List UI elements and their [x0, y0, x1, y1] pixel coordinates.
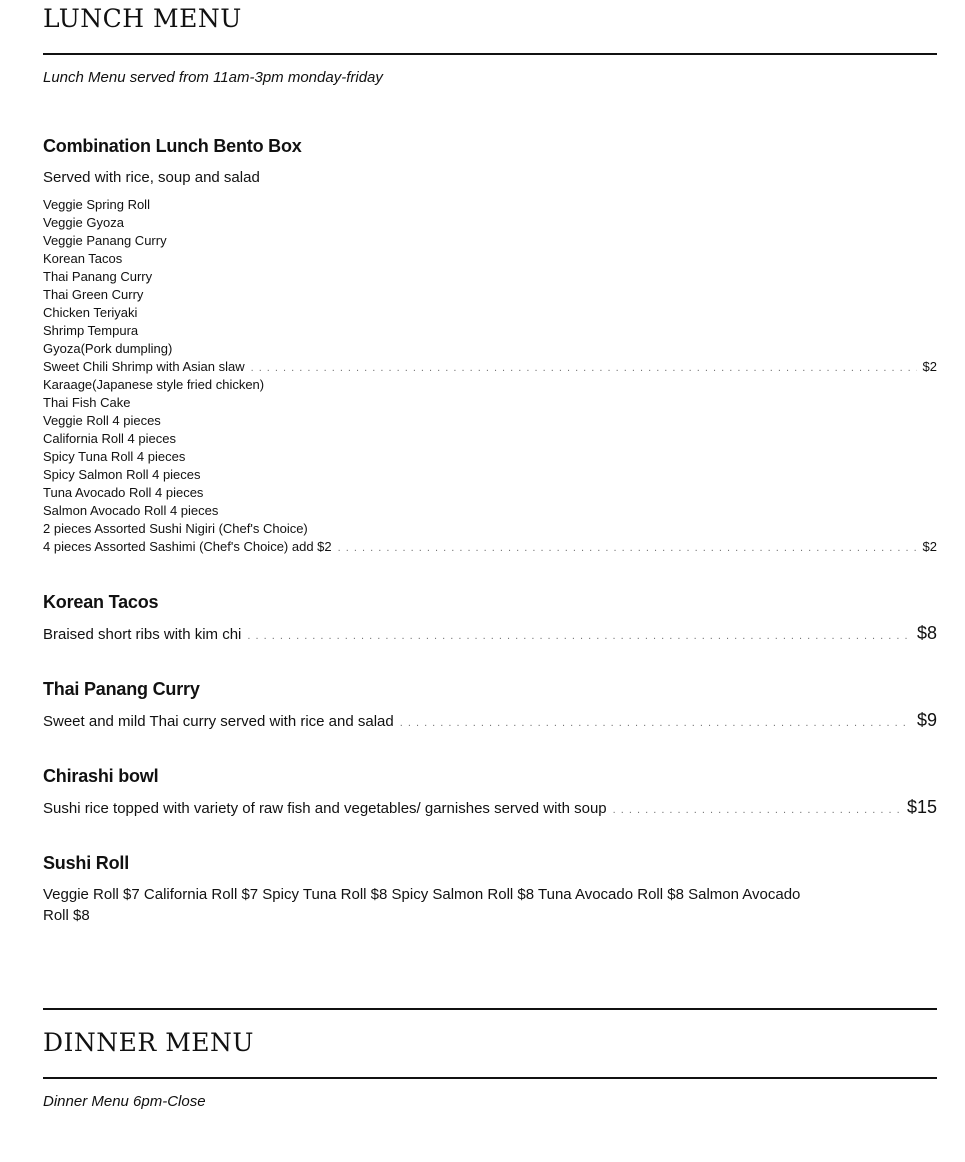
thai-panang-row	[43, 710, 937, 733]
bento-item	[43, 286, 937, 304]
dot-leader	[400, 713, 911, 733]
bento-item	[43, 232, 937, 250]
bento-item-price: $2	[922, 539, 937, 554]
bento-item-name: Tuna Avocado Roll 4 pieces	[43, 485, 204, 500]
bento-item	[43, 448, 937, 466]
bento-item	[43, 340, 937, 358]
bento-item	[43, 214, 937, 232]
bento-item	[43, 538, 937, 556]
bento-item	[43, 250, 937, 268]
lunch-hours-note: Lunch Menu served from 11am-3pm monday-friday	[43, 69, 383, 86]
bento-item-name: Spicy Salmon Roll 4 pieces	[43, 467, 201, 482]
bento-item	[43, 394, 937, 412]
dot-leader	[247, 626, 911, 646]
korean-tacos-price: $8	[916, 623, 937, 643]
bento-item-name: Sweet Chili Shrimp with Asian slaw	[43, 359, 245, 374]
bento-title: Combination Lunch Bento Box	[43, 136, 302, 156]
chirashi-price: $15	[906, 797, 937, 817]
bento-item-name: 2 pieces Assorted Sushi Nigiri (Chef's Choice)	[43, 521, 308, 536]
bento-item-name: California Roll 4 pieces	[43, 431, 176, 446]
bento-item-name: Veggie Panang Curry	[43, 233, 167, 248]
bento-item	[43, 502, 937, 520]
bento-item	[43, 304, 937, 322]
bento-item-name: Thai Fish Cake	[43, 395, 131, 410]
bento-item-name: Thai Green Curry	[43, 287, 144, 302]
dot-leader	[613, 800, 901, 820]
chirashi-row	[43, 797, 937, 820]
dinner-menu-title: DINNER MENU	[43, 1028, 254, 1057]
korean-tacos-description: Braised short ribs with kim chi	[43, 626, 242, 643]
thai-panang-title: Thai Panang Curry	[43, 679, 200, 699]
bento-item	[43, 520, 937, 538]
chirashi-description: Sushi rice topped with variety of raw fish and vegetables/ garnishes served with soup	[43, 800, 607, 817]
korean-tacos-title: Korean Tacos	[43, 592, 159, 612]
bento-item-list	[43, 196, 937, 556]
bento-item-name: Veggie Spring Roll	[43, 197, 150, 212]
bento-item-name: Karaage(Japanese style fried chicken)	[43, 377, 265, 392]
bento-item	[43, 484, 937, 502]
bento-item	[43, 268, 937, 286]
dot-leader	[338, 539, 917, 557]
bento-item	[43, 430, 937, 448]
bento-item-name: 4 pieces Assorted Sashimi (Chef's Choice) add $2	[43, 539, 332, 554]
bento-item-name: Spicy Tuna Roll 4 pieces	[43, 449, 186, 464]
thai-panang-description: Sweet and mild Thai curry served with rice and salad	[43, 713, 394, 730]
dinner-top-rule	[43, 1008, 937, 1010]
bento-item	[43, 322, 937, 340]
sushi-roll-description: Veggie Roll $7 California Roll $7 Spicy Tuna Roll $8 Spicy Salmon Roll $8 Tuna Avocado Roll $8 Salmon Avocado Roll $8	[43, 886, 801, 924]
bento-item-price: $2	[922, 359, 937, 374]
bento-item-name: Veggie Roll 4 pieces	[43, 413, 161, 428]
bento-item-name: Veggie Gyoza	[43, 215, 124, 230]
bento-item	[43, 466, 937, 484]
lunch-title-rule	[43, 53, 937, 55]
bento-item-name: Thai Panang Curry	[43, 269, 153, 284]
dinner-hours-note: Dinner Menu 6pm-Close	[43, 1093, 206, 1110]
thai-panang-price: $9	[916, 710, 937, 730]
bento-item	[43, 376, 937, 394]
dot-leader	[251, 359, 917, 377]
bento-item-name: Shrimp Tempura	[43, 323, 139, 338]
bento-item-name: Korean Tacos	[43, 251, 123, 266]
lunch-menu-title: LUNCH MENU	[43, 4, 242, 33]
bento-description: Served with rice, soup and salad	[43, 169, 260, 186]
bento-item-name: Gyoza(Pork dumpling)	[43, 341, 173, 356]
chirashi-title: Chirashi bowl	[43, 766, 159, 786]
bento-item	[43, 358, 937, 376]
bento-item	[43, 412, 937, 430]
bento-item	[43, 196, 937, 214]
bento-item-name: Salmon Avocado Roll 4 pieces	[43, 503, 219, 518]
bento-item-name: Chicken Teriyaki	[43, 305, 138, 320]
dinner-title-rule	[43, 1077, 937, 1079]
sushi-roll-title: Sushi Roll	[43, 853, 130, 873]
korean-tacos-row	[43, 623, 937, 646]
